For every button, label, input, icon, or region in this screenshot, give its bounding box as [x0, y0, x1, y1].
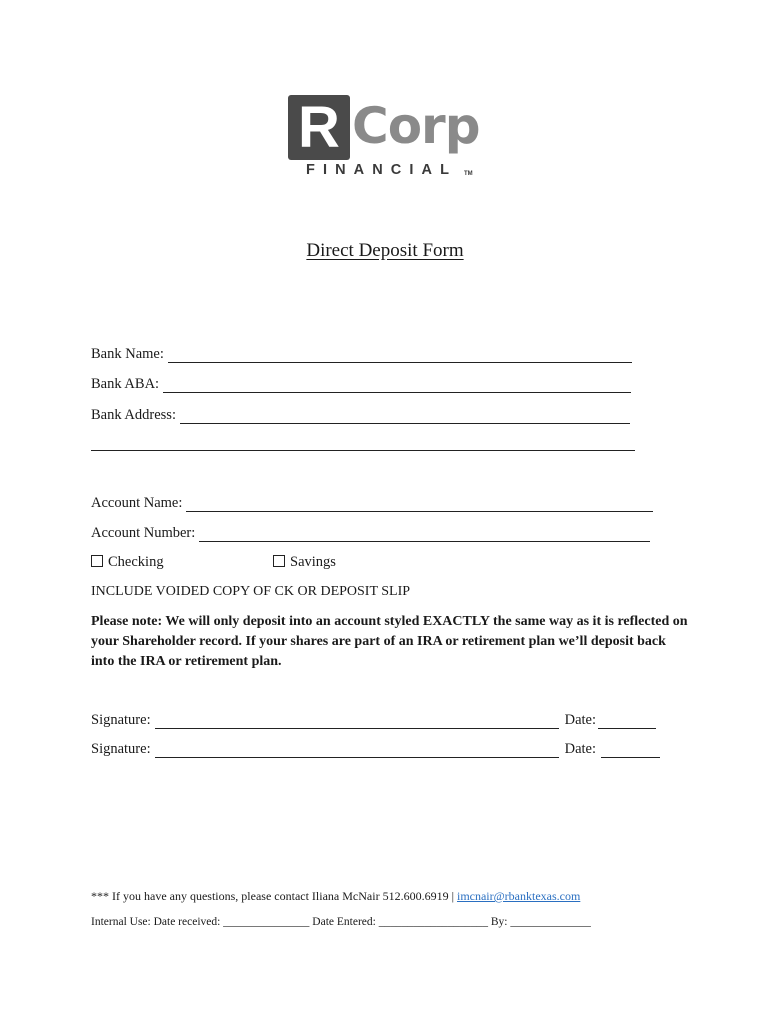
date-label-1: Date: [564, 712, 597, 728]
contact-line [91, 889, 580, 904]
logo-letter: R [298, 95, 340, 160]
please-note-paragraph: Please note: We will only deposit into an account styled EXACTLY the same way as it is reflected on your Shareholder record. If your shares are part of an IRA or retirement plan we’ll deposit back into the IRA or retirement plan. [91, 614, 688, 669]
account-name-field[interactable] [186, 497, 653, 512]
account-name-row [91, 495, 653, 512]
bank-aba-field[interactable] [163, 378, 631, 393]
checking-checkbox[interactable] [91, 555, 103, 567]
bank-name-label: Bank Name: [91, 346, 164, 362]
account-number-label: Account Number: [91, 525, 196, 541]
signature-row-2 [91, 741, 660, 758]
date-field-1[interactable] [598, 714, 656, 729]
date-label-2: Date: [564, 741, 597, 757]
signature-field-1[interactable] [155, 714, 559, 729]
logo-word: Corp [352, 97, 480, 155]
signature-row-1 [91, 712, 656, 729]
bank-name-row [91, 346, 632, 363]
checking-option[interactable] [91, 554, 164, 571]
rcorp-logo [288, 95, 488, 185]
include-voided-note: INCLUDE VOIDED COPY OF CK OR DEPOSIT SLIP [91, 584, 411, 599]
account-name-label: Account Name: [91, 495, 183, 511]
savings-label: Savings [290, 554, 336, 570]
signature-label-1: Signature: [91, 712, 151, 728]
bank-address-field[interactable] [180, 409, 630, 424]
checking-label: Checking [108, 554, 164, 570]
internal-use-line: Internal Use: Date received: _______________ Date Entered: ___________________ By: ______________ [91, 916, 591, 928]
contact-email-link[interactable]: imcnair@rbanktexas.com [456, 889, 581, 903]
signature-label-2: Signature: [91, 741, 151, 757]
bank-name-field[interactable] [168, 348, 632, 363]
account-number-row [91, 525, 650, 542]
bank-address-row [91, 407, 630, 424]
date-field-2[interactable] [601, 743, 660, 758]
signature-field-2[interactable] [155, 743, 559, 758]
bank-aba-row [91, 376, 631, 393]
logo-subtitle: FINANCIAL [306, 162, 458, 178]
bank-aba-label: Bank ABA: [91, 376, 160, 392]
account-number-field[interactable] [199, 527, 650, 542]
bank-address-label: Bank Address: [91, 407, 176, 423]
logo-badge [288, 95, 350, 160]
savings-checkbox[interactable] [273, 555, 285, 567]
bank-address-line-2[interactable] [91, 450, 635, 451]
contact-text: *** If you have any questions, please contact Iliana McNair 512.600.6919 | [91, 889, 454, 903]
form-title: Direct Deposit Form [306, 240, 464, 261]
logo-trademark: TM [464, 171, 473, 177]
savings-option[interactable] [273, 554, 336, 571]
